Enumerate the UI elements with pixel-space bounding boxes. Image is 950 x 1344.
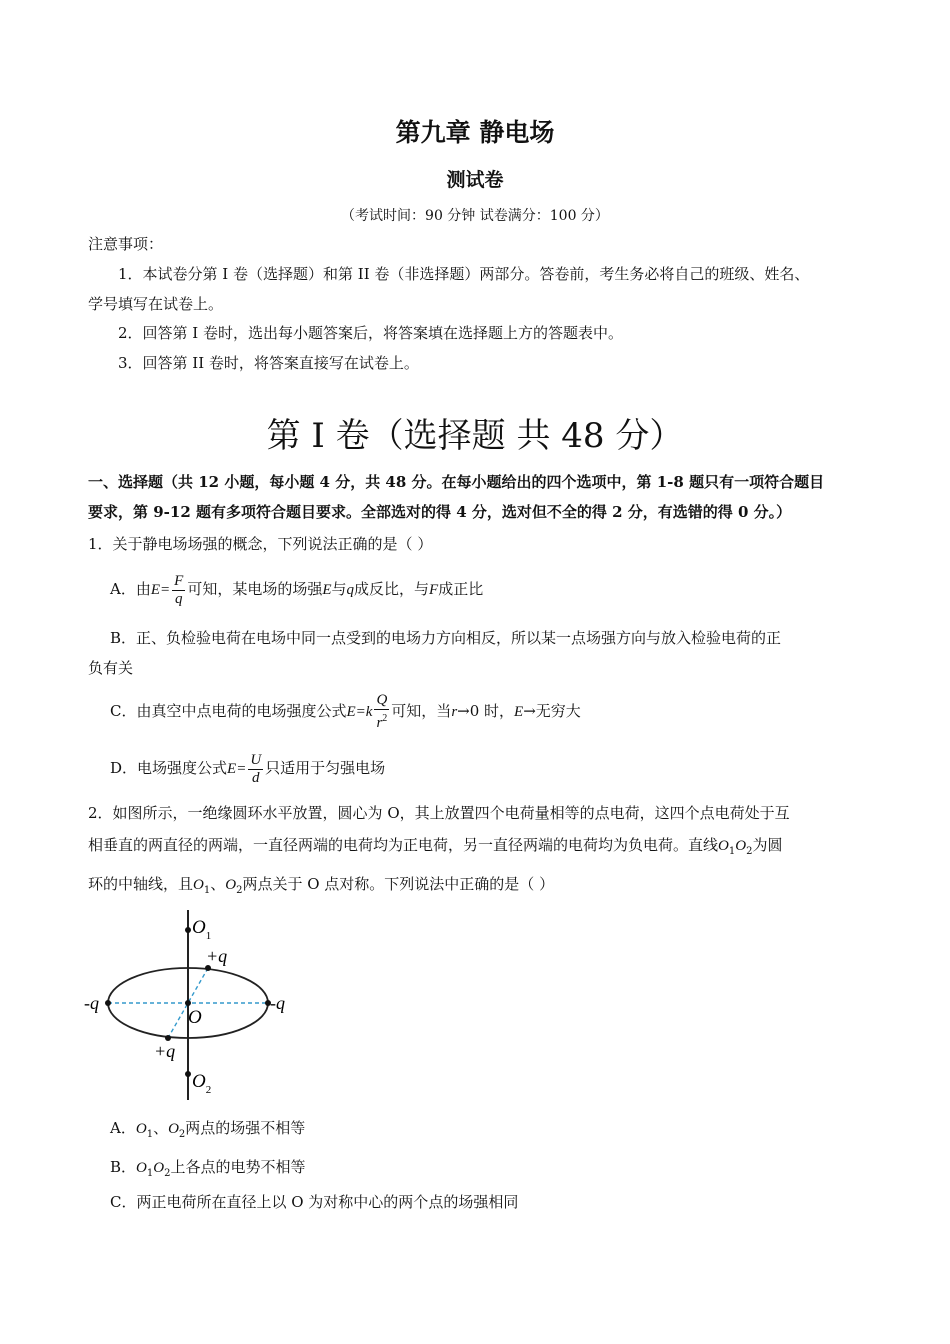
section-instruction-line2: 要求，第 9-12 题有多项符合题目要求。全部选对的得 4 分，选对但不全的得 2 分，有选错的得 0 分。）	[88, 503, 792, 521]
label-plus-q-top: +q	[206, 946, 228, 966]
symbol-E: E	[514, 704, 524, 720]
q2-line3-b: 、	[210, 875, 226, 893]
symbol-F: F	[429, 582, 439, 598]
subscript-2: 2	[164, 1168, 171, 1179]
frac-den: d	[252, 769, 260, 786]
formula-Q-over-r2	[374, 692, 389, 732]
label-o2-letter: O	[192, 1071, 206, 1092]
symbol-eq: =	[236, 761, 247, 777]
subscript-1: 1	[203, 885, 211, 896]
charge-point-left	[105, 1000, 111, 1006]
q2-option-b	[110, 1152, 305, 1189]
q1-c-mid2: →0 时，	[457, 702, 515, 720]
label-o: O	[188, 1007, 202, 1028]
q1-option-b-line2: 负有关	[88, 659, 134, 677]
q2-option-c: C．两正电荷所在直径上以 O 为对称中心的两个点的场强相同	[110, 1193, 519, 1211]
o1-point	[185, 927, 191, 933]
label-minus-q-left: -q	[84, 993, 99, 1013]
frac-num: U	[250, 751, 262, 768]
subscript-1: 1	[146, 1168, 154, 1179]
frac-num: Q	[376, 692, 388, 708]
symbol-O: O	[136, 1160, 147, 1176]
q1-option-d	[110, 750, 385, 787]
q1-a-tail2: 成反比，与	[354, 580, 430, 598]
subscript-2: 2	[178, 1129, 186, 1140]
label-o2	[192, 1071, 211, 1096]
notes-heading: 注意事项：	[88, 235, 164, 253]
symbol-q: q	[346, 582, 355, 598]
frac-den: q	[174, 590, 183, 607]
note-item-2: 2．回答第 I 卷时，选出每小题答案后，将答案填在选择题上方的答题表中。	[118, 324, 624, 342]
q1-c-tail: →无穷大	[523, 702, 581, 720]
note-item-1-line1: 1．本试卷分第 I 卷（选择题）和第 II 卷（非选择题）两部分。答卷前，考生务必将自己的班级、姓名、	[118, 265, 810, 283]
subscript-1: 1	[728, 846, 736, 857]
q1-a-prefix: A．由	[110, 580, 151, 598]
q2-line3-c: 两点关于 O 点对称。下列说法中正确的是（ ）	[242, 875, 555, 893]
q2-line3-a: 环的中轴线，且	[88, 875, 194, 893]
o2-point	[185, 1071, 191, 1077]
symbol-E: E	[227, 761, 237, 777]
q1-option-a	[110, 571, 483, 608]
q2-stem-line3	[88, 869, 554, 906]
q2-a-prefix: A．	[110, 1119, 136, 1137]
q1-stem: 1．关于静电场场强的概念，下列说法正确的是（ ）	[88, 535, 433, 553]
symbol-O: O	[718, 838, 729, 854]
formula-F-over-q	[172, 573, 185, 608]
symbol-O: O	[193, 877, 204, 893]
q1-c-prefix: C．由真空中点电荷的电场强度公式	[110, 702, 347, 720]
symbol-k: k	[365, 704, 373, 720]
center-point	[185, 1000, 191, 1006]
q1-a-suffix: 可知，某电场的场强	[187, 580, 323, 598]
label-plus-q-bottom: +q	[154, 1041, 176, 1061]
q2-option-a	[110, 1113, 305, 1150]
test-subtitle: 测试卷	[446, 169, 504, 191]
chapter-title: 第九章 静电场	[395, 118, 555, 147]
note-item-3: 3．回答第 II 卷时，将答案直接写在试卷上。	[118, 354, 419, 372]
q2-line2-tail: 为圆	[752, 836, 783, 854]
symbol-eq: =	[160, 582, 171, 598]
symbol-O: O	[153, 1160, 165, 1176]
symbol-eq: =	[355, 704, 366, 720]
q1-d-prefix: D．电场强度公式	[110, 759, 228, 777]
symbol-r: r	[451, 704, 458, 720]
q2-b-suffix: 上各点的电势不相等	[170, 1158, 306, 1176]
symbol-E: E	[322, 582, 332, 598]
subscript-2: 2	[746, 846, 753, 857]
q2-stem-line1: 2．如图所示，一绝缘圆环水平放置，圆心为 O，其上放置四个电荷量相等的点电荷，这四个点电荷处于互	[88, 804, 790, 822]
q1-a-tail1: 与	[331, 580, 347, 598]
symbol-O: O	[168, 1121, 179, 1137]
q1-d-suffix: 只适用于匀强电场	[265, 759, 386, 777]
symbol-E: E	[346, 704, 356, 720]
symbol-E: E	[150, 582, 161, 598]
q2-b-prefix: B．	[110, 1158, 137, 1176]
label-o1	[192, 917, 211, 942]
note-item-1-line2: 学号填写在试卷上。	[88, 295, 224, 313]
q2-stem-line2	[88, 830, 782, 867]
q2-line2-text: 相垂直的两直径的两端，一直径两端的电荷均为正电荷，另一直径两端的电荷均为负电荷。直线	[88, 836, 719, 854]
symbol-O: O	[135, 1121, 147, 1137]
exam-info: （考试时间：90 分钟 试卷满分：100 分）	[341, 208, 609, 224]
label-o2-subscript: 2	[205, 1084, 212, 1096]
formula-U-over-d	[248, 752, 263, 787]
symbol-O: O	[735, 838, 747, 854]
label-o1-letter: O	[192, 917, 206, 938]
q1-option-b-line1: B．正、负检验电荷在电场中同一点受到的电场力方向相反，所以某一点场强方向与放入检验电荷的正	[110, 629, 782, 647]
ring-charge-figure	[80, 905, 300, 1105]
q2-a-suffix: 两点的场强不相等	[185, 1119, 306, 1137]
frac-den	[374, 710, 389, 732]
section-title: 第 I 卷（选择题 共 48 分）	[266, 416, 684, 456]
label-minus-q-right: -q	[270, 993, 285, 1013]
section-instruction-line1: 一、选择题（共 12 小题，每小题 4 分，共 48 分。在每小题给出的四个选项中，第 1-8 题只有一项符合题目	[88, 473, 825, 491]
q2-a-sep: 、	[153, 1119, 169, 1137]
symbol-r: r	[376, 715, 383, 731]
q1-a-tail3: 成正比	[438, 580, 484, 598]
symbol-O: O	[225, 877, 237, 893]
subscript-1: 1	[146, 1129, 154, 1140]
frac-num: F	[174, 572, 184, 589]
q1-c-mid: 可知，当	[391, 702, 452, 720]
q1-option-c	[110, 692, 581, 732]
exponent-2: 2	[382, 713, 388, 724]
label-o1-subscript: 1	[205, 930, 212, 942]
subscript-2: 2	[236, 885, 243, 896]
